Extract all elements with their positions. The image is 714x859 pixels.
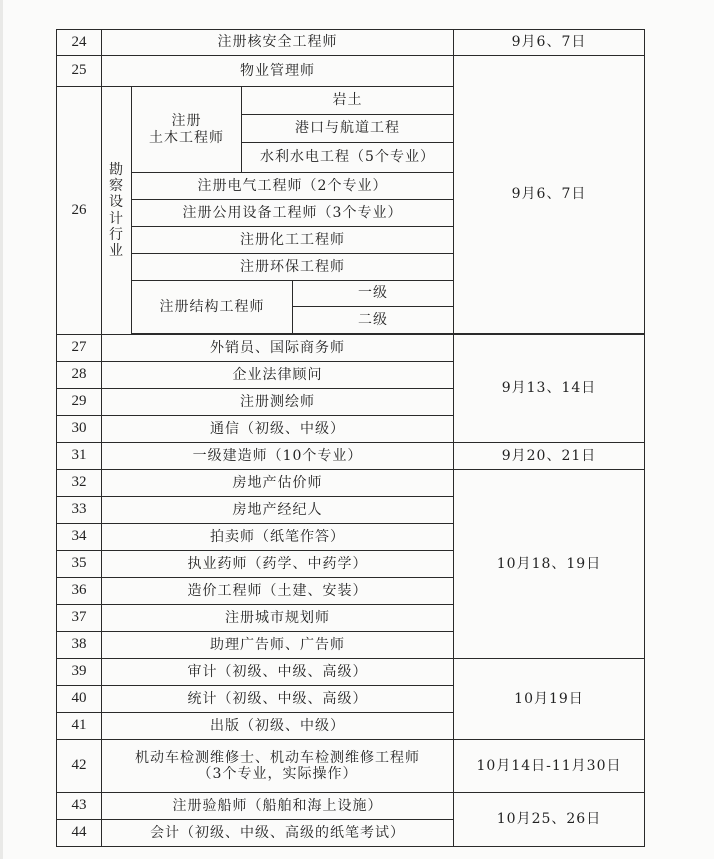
table-row <box>57 443 645 470</box>
exam-name-line1: 机动车检测维修士、机动车检测维修工程师 <box>135 749 420 766</box>
row-number: 42 <box>57 740 102 793</box>
table-row <box>57 470 645 497</box>
category-char: 业 <box>109 242 124 259</box>
exam-name: 审计（初级、中级、高级） <box>102 659 454 686</box>
exam-name: 执业药师（药学、中药学） <box>102 551 454 578</box>
category-char: 设 <box>109 194 124 211</box>
exam-name: 注册核安全工程师 <box>102 30 454 56</box>
exam-name: 房地产经纪人 <box>102 497 454 524</box>
exam-name: 注册化工工程师 <box>132 227 454 254</box>
exam-name: 注册测绘师 <box>102 389 454 416</box>
exam-name: 物业管理师 <box>102 56 454 87</box>
structural-level-2: 二级 <box>293 307 454 334</box>
table-row <box>57 30 645 56</box>
exam-date: 10月14日-11月30日 <box>454 740 645 793</box>
exam-name: 注册环保工程师 <box>132 254 454 281</box>
table-row <box>57 659 645 686</box>
structural-level-1: 一级 <box>293 281 454 307</box>
exam-date: 10月18、19日 <box>454 470 645 659</box>
category-survey-design <box>102 87 132 335</box>
structural-engineer-label: 注册结构工程师 <box>132 281 293 334</box>
scan-edge <box>0 0 3 859</box>
category-char: 勘 <box>109 162 124 179</box>
civil-engineer-line2: 土木工程师 <box>149 129 224 146</box>
exam-name: 企业法律顾问 <box>102 362 454 389</box>
exam-name: 拍卖师（纸笔作答） <box>102 524 454 551</box>
civil-engineer-line1: 注册 <box>171 113 202 130</box>
row-number: 27 <box>57 335 102 362</box>
exam-date: 9月13、14日 <box>454 335 645 443</box>
row-number: 30 <box>57 416 102 443</box>
exam-name-line2: （3个专业，实际操作） <box>197 766 358 782</box>
row-number: 36 <box>57 578 102 605</box>
row-number: 31 <box>57 443 102 470</box>
exam-date: 9月20、21日 <box>454 443 645 470</box>
row-number: 40 <box>57 686 102 713</box>
exam-name: 造价工程师（土建、安装） <box>102 578 454 605</box>
exam-name: 注册城市规划师 <box>102 605 454 632</box>
row-number: 43 <box>57 793 102 820</box>
row-number: 33 <box>57 497 102 524</box>
civil-sub-hydro: 水利水电工程（5个专业） <box>242 143 454 173</box>
exam-date: 10月19日 <box>454 659 645 740</box>
civil-engineer-label <box>132 87 242 173</box>
exam-name: 注册公用设备工程师（3个专业） <box>132 200 454 227</box>
row-number: 38 <box>57 632 102 659</box>
table-row <box>57 335 645 362</box>
category-char: 计 <box>109 210 124 227</box>
exam-name: 统计（初级、中级、高级） <box>102 686 454 713</box>
row-number: 34 <box>57 524 102 551</box>
exam-date: 9月6、7日 <box>454 30 645 56</box>
table-row <box>57 56 645 87</box>
row-number: 44 <box>57 820 102 847</box>
civil-sub-port: 港口与航道工程 <box>242 115 454 143</box>
row-number: 25 <box>57 56 102 87</box>
category-char: 察 <box>109 178 124 195</box>
row-number: 28 <box>57 362 102 389</box>
row-number: 37 <box>57 605 102 632</box>
exam-name: 注册电气工程师（2个专业） <box>132 173 454 200</box>
table-row <box>57 740 645 793</box>
exam-date: 10月25、26日 <box>454 793 645 847</box>
exam-name: 房地产估价师 <box>102 470 454 497</box>
exam-name: 外销员、国际商务师 <box>102 335 454 362</box>
row-number: 35 <box>57 551 102 578</box>
exam-date: 9月6、7日 <box>454 56 645 334</box>
civil-sub-geotech: 岩土 <box>242 87 454 115</box>
row-number: 39 <box>57 659 102 686</box>
row-number: 32 <box>57 470 102 497</box>
row-number: 41 <box>57 713 102 740</box>
row-number: 29 <box>57 389 102 416</box>
exam-schedule-table <box>56 29 645 847</box>
exam-name: 会计（初级、中级、高级的纸笔考试） <box>102 820 454 847</box>
exam-name: 通信（初级、中级） <box>102 416 454 443</box>
exam-name <box>102 740 454 793</box>
table-row <box>57 793 645 820</box>
exam-name: 出版（初级、中级） <box>102 713 454 740</box>
exam-name: 注册验船师（船舶和海上设施） <box>102 793 454 820</box>
row-number: 24 <box>57 30 102 56</box>
category-char: 行 <box>109 226 124 243</box>
row-number: 26 <box>57 87 102 335</box>
exam-name: 一级建造师（10个专业） <box>102 443 454 470</box>
exam-name: 助理广告师、广告师 <box>102 632 454 659</box>
